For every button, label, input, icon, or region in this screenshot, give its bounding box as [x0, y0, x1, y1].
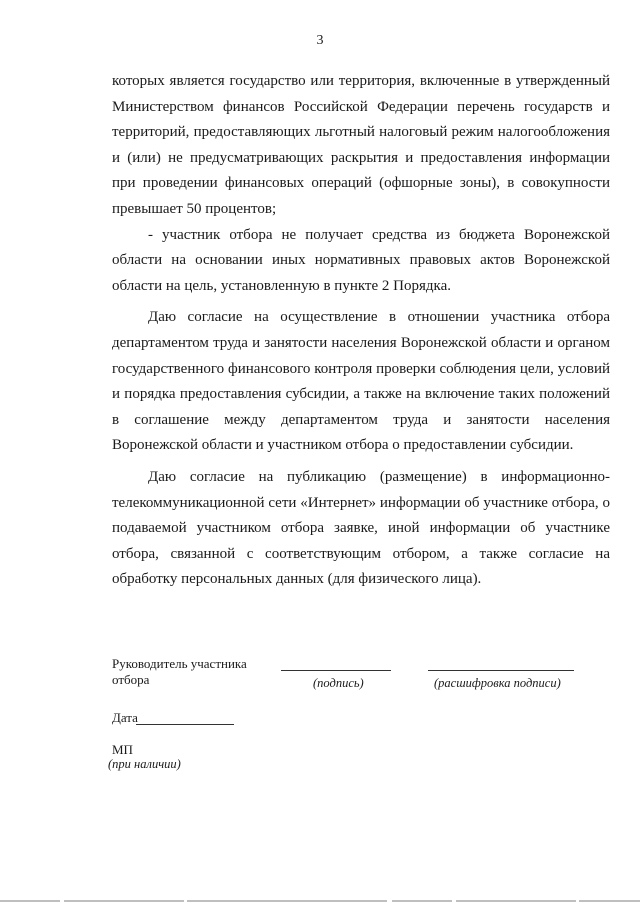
signature-decoding-line: [428, 670, 574, 671]
signature-line: [281, 670, 391, 671]
stamp-label: МП: [112, 742, 133, 757]
signatory-role-line1: Руководитель участника: [112, 656, 247, 671]
document-body: [112, 69, 610, 593]
paragraph-consent-inspection: Даю согласие на осуществление в отношении участника отбора департаментом труда и занятости населения Воронежской области и органом государственного финансового контроля проверки соблюдения цели, условий и порядка предоставления субсидии, а также на включение таких положений в соглашение между департаментом труда и занятости населения Воронежской области и участником отбора о предоставлении субсидии.: [112, 309, 610, 454]
footer-edge-line: [0, 898, 640, 905]
paragraph-consent-publication: Даю согласие на публикацию (размещение) в информационно-телекоммуникационной сети «Интернет» информации об участнике отбора, о подаваемой участником отбора заявке, иной информации об участнике отбора, связанной с соответствующим отбором, а также согласие на обработку персональных данных (для физического лица).: [112, 468, 610, 588]
signature-caption: (подпись): [313, 676, 364, 690]
paragraph-budget-funds: - участник отбора не получает средства из бюджета Воронежской области на основании иных нормативных правовых актов Воронежской области на цель, установленную в пункте 2 Порядка.: [112, 226, 610, 294]
stamp-note: (при наличии): [108, 757, 181, 771]
date-label: Дата: [112, 710, 138, 725]
page-number: 3: [316, 33, 324, 48]
signatory-role-line2: отбора: [112, 672, 150, 687]
signatory-role: [112, 656, 272, 688]
signature-decoding-caption: (расшифровка подписи): [434, 676, 561, 690]
date-line: [136, 724, 234, 725]
paragraph-offshore: которых является государство или территория, включенные в утвержденный Министерством финансов Российской Федерации перечень государств и территорий, предоставляющих льготный налоговый режим налогообложения и (или) не предусматривающих раскрытия и предоставления информации при проведении финансовых операций (офшорные зоны), в совокупности превышает 50 процентов;: [112, 73, 610, 217]
